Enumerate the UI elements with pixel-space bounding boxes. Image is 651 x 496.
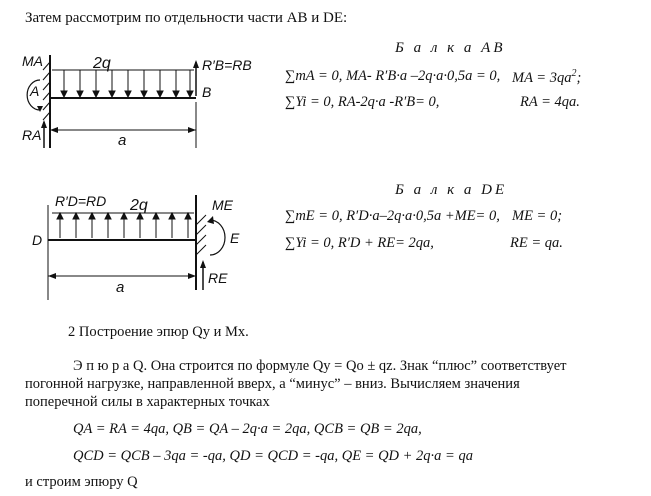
beam-ab-label-q: 2q — [93, 55, 111, 72]
beam-de-equation-1: ∑mE = 0, R′D·a–2q·a·0,5a +ME= 0, — [285, 208, 500, 224]
beam-ab-label-rb: R′B=RB — [202, 57, 252, 73]
beam-de-label-length: a — [116, 279, 125, 296]
shear-values-line-2: QCD = QCB – 3qa = -qa, QD = QCD = -qa, QE = QD + 2q·a = qa — [73, 448, 473, 464]
beam-de-equation-2: ∑Yi = 0, R′D + RE= 2qa, — [285, 235, 434, 251]
intro-text: Затем рассмотрим по отдельности части АВ и DE: — [25, 10, 348, 26]
beam-ab-label-length: a — [118, 132, 127, 149]
beam-ab-label-ra: RA — [22, 127, 42, 143]
beam-de-title: Б а л к а DE — [395, 182, 508, 198]
beam-ab-title: Б а л к а АВ — [395, 40, 506, 56]
beam-ab-label-a-point: A — [30, 83, 40, 99]
beam-de-result-1: ME = 0; — [512, 208, 563, 224]
section-heading: 2 Построение эпюр Qy и Mx. — [68, 324, 249, 340]
beam-de-moment-arrow — [210, 220, 225, 255]
paragraph-line-1: Э п ю р а Q. Она строится по формуле Qy = Qo ± qz. Знак “плюс” соответствует — [73, 358, 567, 374]
beam-de-result-2: RE = qa. — [510, 235, 563, 251]
beam-ab-result-2: RA = 4qa. — [520, 94, 580, 110]
beam-ab-label-b-point: B — [202, 84, 212, 100]
shear-values-line-1: QA = RA = 4qa, QB = QA – 2q·a = 2qa, QCB = QB = 2qa, — [73, 421, 422, 437]
beam-de-wall-hatch — [196, 215, 206, 255]
beam-de-label-re: RE — [208, 270, 228, 286]
beam-ab-result-1-exponent: 2 — [571, 68, 577, 79]
beam-ab-result-1-end: ; — [576, 69, 582, 86]
beam-de-load-arrows — [57, 213, 191, 238]
paragraph-line-2: погонной нагрузке, направленной вверх, а “минус” – вниз. Вычисляем значения — [25, 376, 520, 392]
beam-de-label-q: 2q — [130, 197, 148, 214]
beam-ab-result-1-text: MA = 3qa — [512, 69, 572, 86]
beam-de-label-rd: R′D=RD — [55, 193, 107, 209]
beam-de-label-me: ME — [212, 197, 233, 213]
paragraph-line-3: поперечной силы в характерных точках — [25, 394, 270, 410]
beam-de-label-e-point: E — [230, 230, 240, 246]
beam-ab-label-ma: MA — [22, 53, 43, 69]
beam-ab-equation-2: ∑Yi = 0, RA-2q·a -R′B= 0, — [285, 94, 440, 110]
beam-de-label-d-point: D — [32, 232, 43, 248]
beam-ab-equation-1: ∑mA = 0, MA- R′B·a –2q·a·0,5a = 0, — [285, 68, 501, 84]
closing-text: и строим эпюру Q — [25, 474, 138, 490]
